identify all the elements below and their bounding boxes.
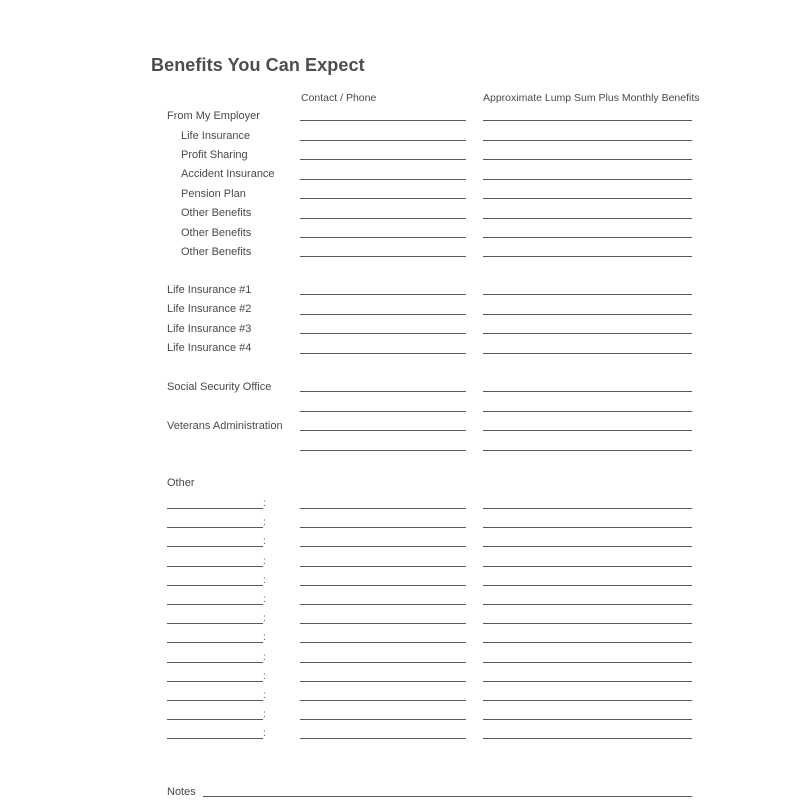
other-colon: :	[263, 613, 266, 624]
life-insurance-1-contact-field[interactable]	[300, 294, 466, 295]
other-name-field[interactable]	[167, 681, 263, 682]
veterans-contact-field-2[interactable]	[300, 450, 466, 451]
other-benefits-field[interactable]	[483, 566, 692, 567]
section-other-heading: Other	[167, 477, 195, 489]
social-security-label: Social Security Office	[167, 381, 272, 393]
other-name-field[interactable]	[167, 566, 263, 567]
other-name-field[interactable]	[167, 527, 263, 528]
other-colon: :	[263, 575, 266, 586]
veterans-benefits-field-1[interactable]	[483, 430, 692, 431]
other-colon: :	[263, 671, 266, 682]
social-security-benefits-field-2[interactable]	[483, 411, 692, 412]
employer-life-insurance-contact-field[interactable]	[300, 140, 466, 141]
employer-benefits-field[interactable]	[483, 120, 692, 121]
other-colon: :	[263, 728, 266, 739]
life-insurance-3-benefits-field[interactable]	[483, 333, 692, 334]
other-benefits-field[interactable]	[483, 719, 692, 720]
other-benefits-field[interactable]	[483, 738, 692, 739]
life-insurance-2-benefits-field[interactable]	[483, 314, 692, 315]
other-name-field[interactable]	[167, 546, 263, 547]
employer-accident-insurance-contact-field[interactable]	[300, 179, 466, 180]
life-insurance-4-label: Life Insurance #4	[167, 342, 252, 354]
other-colon: :	[263, 632, 266, 643]
social-security-contact-field-1[interactable]	[300, 391, 466, 392]
employer-item-other-benefits-2-label: Other Benefits	[181, 227, 252, 239]
employer-other-benefits-2-benefits-field[interactable]	[483, 237, 692, 238]
other-benefits-field[interactable]	[483, 604, 692, 605]
other-name-field[interactable]	[167, 719, 263, 720]
life-insurance-1-benefits-field[interactable]	[483, 294, 692, 295]
employer-profit-sharing-benefits-field[interactable]	[483, 159, 692, 160]
employer-other-benefits-3-contact-field[interactable]	[300, 256, 466, 257]
employer-other-benefits-1-contact-field[interactable]	[300, 218, 466, 219]
other-colon: :	[263, 498, 266, 509]
other-benefits-field[interactable]	[483, 527, 692, 528]
other-contact-field[interactable]	[300, 738, 466, 739]
social-security-contact-field-2[interactable]	[300, 411, 466, 412]
other-benefits-field[interactable]	[483, 546, 692, 547]
life-insurance-2-label: Life Insurance #2	[167, 303, 252, 315]
other-name-field[interactable]	[167, 700, 263, 701]
other-contact-field[interactable]	[300, 623, 466, 624]
other-colon: :	[263, 517, 266, 528]
other-contact-field[interactable]	[300, 642, 466, 643]
other-contact-field[interactable]	[300, 700, 466, 701]
employer-pension-plan-contact-field[interactable]	[300, 198, 466, 199]
life-insurance-3-contact-field[interactable]	[300, 333, 466, 334]
other-benefits-field[interactable]	[483, 642, 692, 643]
notes-label: Notes	[167, 786, 196, 798]
section-employer-heading: From My Employer	[167, 110, 260, 122]
life-insurance-1-label: Life Insurance #1	[167, 284, 252, 296]
employer-other-benefits-3-benefits-field[interactable]	[483, 256, 692, 257]
employer-contact-field[interactable]	[300, 120, 466, 121]
other-contact-field[interactable]	[300, 604, 466, 605]
other-contact-field[interactable]	[300, 662, 466, 663]
life-insurance-4-contact-field[interactable]	[300, 353, 466, 354]
other-name-field[interactable]	[167, 604, 263, 605]
life-insurance-4-benefits-field[interactable]	[483, 353, 692, 354]
other-colon: :	[263, 709, 266, 720]
other-benefits-field[interactable]	[483, 700, 692, 701]
employer-item-pension-plan-label: Pension Plan	[181, 188, 246, 200]
other-colon: :	[263, 652, 266, 663]
employer-item-accident-insurance-label: Accident Insurance	[181, 168, 275, 180]
other-colon: :	[263, 556, 266, 567]
veterans-administration-label: Veterans Administration	[167, 420, 283, 432]
social-security-benefits-field-1[interactable]	[483, 391, 692, 392]
other-contact-field[interactable]	[300, 585, 466, 586]
employer-item-other-benefits-1-label: Other Benefits	[181, 207, 252, 219]
other-contact-field[interactable]	[300, 508, 466, 509]
other-benefits-field[interactable]	[483, 662, 692, 663]
other-contact-field[interactable]	[300, 546, 466, 547]
other-benefits-field[interactable]	[483, 623, 692, 624]
other-colon: :	[263, 536, 266, 547]
notes-field[interactable]	[203, 796, 692, 797]
other-benefits-field[interactable]	[483, 508, 692, 509]
other-colon: :	[263, 594, 266, 605]
employer-other-benefits-2-contact-field[interactable]	[300, 237, 466, 238]
page-title: Benefits You Can Expect	[151, 55, 365, 75]
veterans-contact-field-1[interactable]	[300, 430, 466, 431]
life-insurance-3-label: Life Insurance #3	[167, 323, 252, 335]
life-insurance-2-contact-field[interactable]	[300, 314, 466, 315]
employer-item-life-insurance-label: Life Insurance	[181, 130, 251, 142]
other-name-field[interactable]	[167, 585, 263, 586]
veterans-benefits-field-2[interactable]	[483, 450, 692, 451]
other-benefits-field[interactable]	[483, 681, 692, 682]
other-contact-field[interactable]	[300, 681, 466, 682]
employer-item-profit-sharing-label: Profit Sharing	[181, 149, 248, 161]
other-name-field[interactable]	[167, 738, 263, 739]
other-contact-field[interactable]	[300, 566, 466, 567]
other-name-field[interactable]	[167, 623, 263, 624]
other-contact-field[interactable]	[300, 719, 466, 720]
other-name-field[interactable]	[167, 642, 263, 643]
column-header-benefits: Approximate Lump Sum Plus Monthly Benefits	[483, 92, 700, 104]
other-colon: :	[263, 690, 266, 701]
other-contact-field[interactable]	[300, 527, 466, 528]
employer-life-insurance-benefits-field[interactable]	[483, 140, 692, 141]
other-name-field[interactable]	[167, 662, 263, 663]
employer-other-benefits-1-benefits-field[interactable]	[483, 218, 692, 219]
column-header-contact: Contact / Phone	[301, 92, 377, 104]
employer-accident-insurance-benefits-field[interactable]	[483, 179, 692, 180]
other-benefits-field[interactable]	[483, 585, 692, 586]
other-name-field[interactable]	[167, 508, 263, 509]
employer-pension-plan-benefits-field[interactable]	[483, 198, 692, 199]
employer-profit-sharing-contact-field[interactable]	[300, 159, 466, 160]
employer-item-other-benefits-3-label: Other Benefits	[181, 246, 252, 258]
